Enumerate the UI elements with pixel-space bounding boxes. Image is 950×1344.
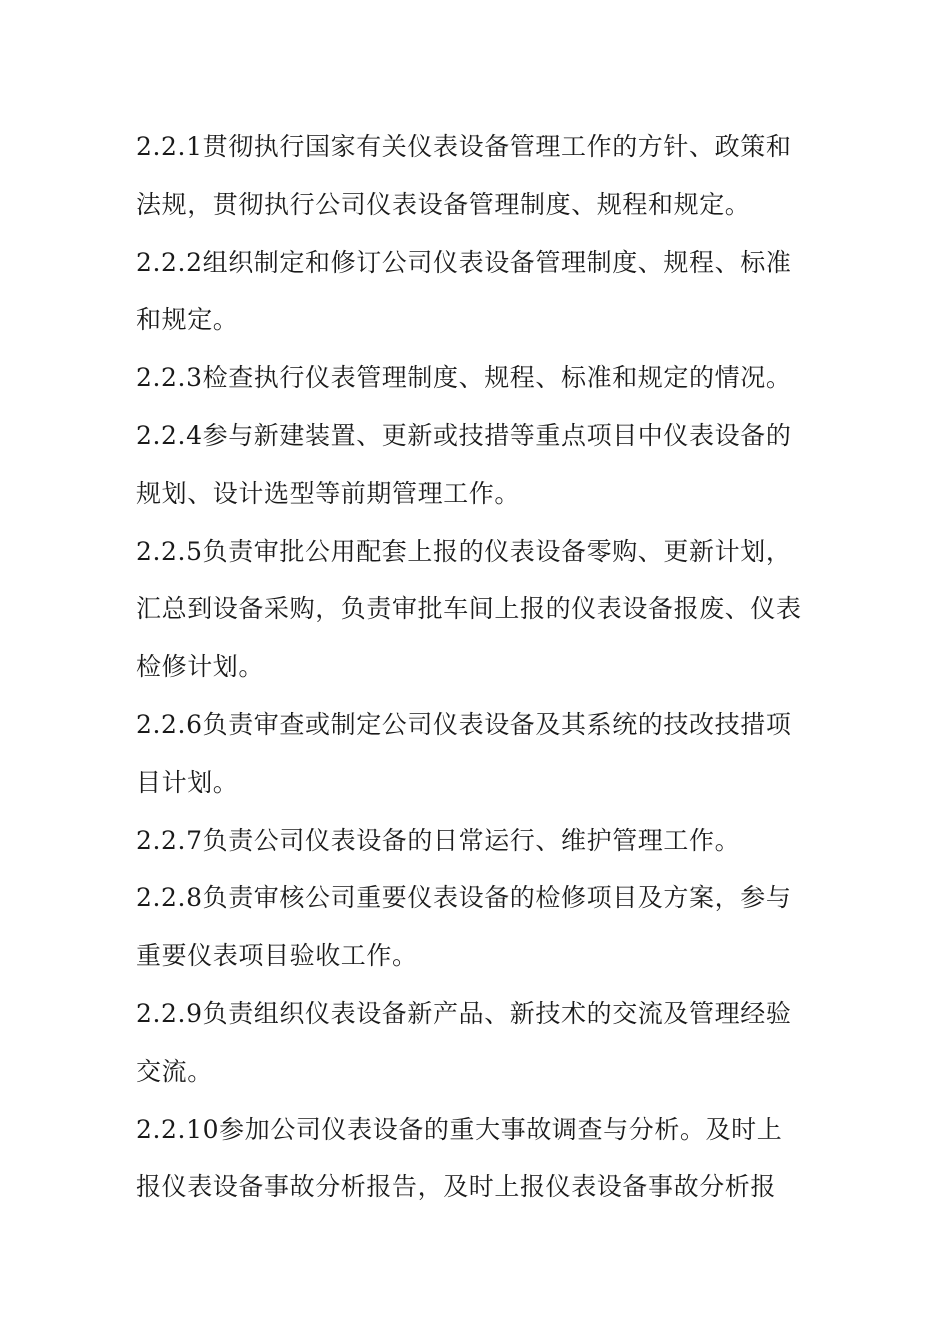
- text-line: 法规，贯彻执行公司仪表设备管理制度、规程和规定。: [136, 189, 751, 219]
- text-line: 目计划。: [136, 767, 239, 797]
- text-line: 汇总到设备采购，负责审批车间上报的仪表设备报废、仪表: [136, 594, 802, 624]
- text-line: 2.2.9负责组织仪表设备新产品、新技术的交流及管理经验: [136, 998, 792, 1028]
- text-line: 2.2.10参加公司仪表设备的重大事故调查与分析。及时上: [136, 1114, 783, 1144]
- text-line: 2.2.5负责审批公用配套上报的仪表设备零购、更新计划，: [136, 536, 792, 566]
- text-line: 2.2.6负责审查或制定公司仪表设备及其系统的技改技措项: [136, 709, 792, 739]
- text-line: 和规定。: [136, 305, 239, 335]
- text-line: 规划、设计选型等前期管理工作。: [136, 478, 521, 508]
- text-line: 检修计划。: [136, 652, 265, 682]
- text-line: 2.2.3检查执行仪表管理制度、规程、标准和规定的情况。: [136, 363, 792, 393]
- text-line: 重要仪表项目验收工作。: [136, 941, 418, 971]
- document-body: [136, 118, 806, 1216]
- text-line: 2.2.1贯彻执行国家有关仪表设备管理工作的方针、政策和: [136, 132, 792, 161]
- text-line: 2.2.4参与新建装置、更新或技措等重点项目中仪表设备的: [136, 420, 792, 450]
- text-line: 2.2.8负责审核公司重要仪表设备的检修项目及方案，参与: [136, 883, 792, 913]
- text-line: 交流。: [136, 1056, 213, 1086]
- text-line: 2.2.7负责公司仪表设备的日常运行、维护管理工作。: [136, 825, 741, 855]
- text-line: 报仪表设备事故分析报告，及时上报仪表设备事故分析报: [136, 1172, 777, 1202]
- text-line: 2.2.2组织制定和修订公司仪表设备管理制度、规程、标准: [136, 247, 792, 277]
